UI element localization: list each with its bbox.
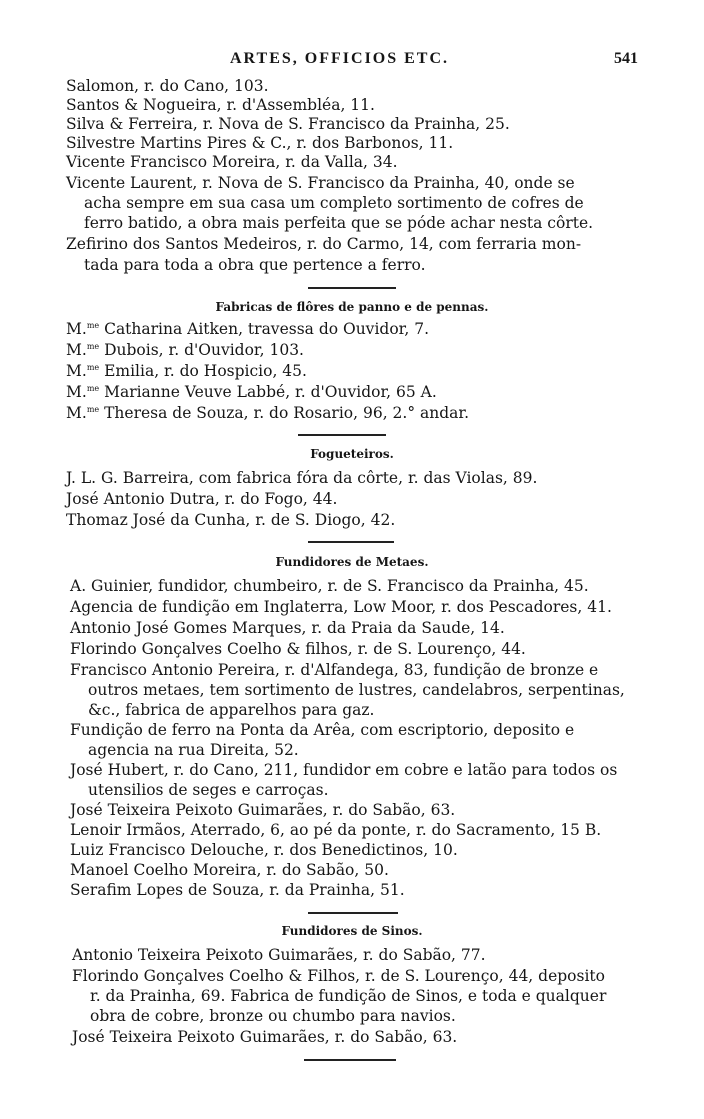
directory-entry-continuation: obra de cobre, bronze ou chumbo para navios.: [90, 1007, 456, 1025]
directory-entry: M.$^{me}$ Dubois, r. d'Ouvidor, 103.: [66, 341, 304, 359]
header-title: ARTES, OFFICIOS ETC.: [230, 50, 450, 67]
directory-entry: Luiz Francisco Delouche, r. dos Benedictinos, 10.: [70, 841, 458, 859]
directory-entry: Francisco Antonio Pereira, r. d'Alfandega, 83, fundição de bronze e: [70, 661, 599, 679]
directory-entry-continuation: ferro batido, a obra mais perfeita que se póde achar nesta côrte.: [84, 214, 594, 232]
directory-entry-continuation: outros metaes, tem sortimento de lustres, candelabros, serpentinas,: [88, 681, 625, 699]
directory-entry: José Antonio Dutra, r. do Fogo, 44.: [66, 490, 338, 508]
directory-entry: Thomaz José da Cunha, r. de S. Diogo, 42.: [66, 511, 396, 529]
title-abbreviation: M.$^{me}$: [66, 341, 100, 359]
directory-entry-continuation: utensilios de seges e carroças.: [88, 781, 329, 799]
directory-entry: Antonio Teixeira Peixoto Guimarães, r. do Sabão, 77.: [72, 946, 486, 964]
section-heading: Fabricas de flôres de panno e de pennas.: [215, 300, 489, 314]
directory-entry: Antonio José Gomes Marques, r. da Praia da Saude, 14.: [70, 619, 505, 637]
directory-entry: Silva & Ferreira, r. Nova de S. Francisco da Prainha, 25.: [66, 115, 510, 133]
directory-entry: Silvestre Martins Pires & C., r. dos Barbonos, 11.: [66, 134, 454, 152]
directory-entry: M.$^{me}$ Theresa de Souza, r. do Rosario, 96, 2.° andar.: [66, 404, 470, 422]
title-abbreviation: M.$^{me}$: [66, 362, 100, 380]
directory-entry: M.$^{me}$ Catharina Aitken, travessa do Ouvidor, 7.: [66, 320, 430, 338]
section-divider: [308, 912, 398, 914]
directory-entry: Agencia de fundição em Inglaterra, Low Moor, r. dos Pescadores, 41.: [70, 598, 612, 616]
title-abbreviation: M.$^{me}$: [66, 383, 100, 401]
section-divider: [298, 434, 386, 436]
section-divider: [308, 541, 394, 543]
title-abbreviation: M.$^{me}$: [66, 320, 100, 338]
directory-entry: M.$^{me}$ Marianne Veuve Labbé, r. d'Ouvidor, 65 A.: [66, 383, 437, 401]
section-divider: [308, 287, 396, 289]
directory-entry-continuation: &c., fabrica de apparelhos para gaz.: [88, 701, 375, 719]
directory-entry: Vicente Francisco Moreira, r. da Valla, 34.: [66, 153, 398, 171]
section-heading: Fundidores de Metaes.: [275, 555, 429, 569]
directory-entry: Serafim Lopes de Souza, r. da Prainha, 51.: [70, 881, 405, 899]
directory-entry: Vicente Laurent, r. Nova de S. Francisco da Prainha, 40, onde se: [66, 174, 575, 192]
directory-entry: J. L. G. Barreira, com fabrica fóra da côrte, r. das Violas, 89.: [66, 469, 538, 487]
directory-entry: Florindo Gonçalves Coelho & Filhos, r. de S. Lourenço, 44, deposito: [72, 967, 605, 985]
running-header: [0, 48, 704, 72]
page-number: 541: [614, 50, 638, 67]
directory-entry-continuation: tada para toda a obra que pertence a ferro.: [84, 256, 426, 274]
directory-entry: A. Guinier, fundidor, chumbeiro, r. de S. Francisco da Prainha, 45.: [70, 577, 589, 595]
directory-entry: M.$^{me}$ Emilia, r. do Hospicio, 45.: [66, 362, 307, 380]
directory-entry: José Hubert, r. do Cano, 211, fundidor em cobre e latão para todos os: [70, 761, 618, 779]
directory-entry: Manoel Coelho Moreira, r. do Sabão, 50.: [70, 861, 389, 879]
directory-entry: Salomon, r. do Cano, 103.: [66, 77, 269, 95]
directory-entry: Lenoir Irmãos, Aterrado, 6, ao pé da ponte, r. do Sacramento, 15 B.: [70, 821, 602, 839]
directory-entry: José Teixeira Peixoto Guimarães, r. do Sabão, 63.: [72, 1028, 458, 1046]
directory-entry-continuation: r. da Prainha, 69. Fabrica de fundição de Sinos, e toda e qualquer: [90, 987, 607, 1005]
directory-entry-continuation: acha sempre em sua casa um completo sortimento de cofres de: [84, 194, 584, 212]
section-heading: Fundidores de Sinos.: [281, 924, 423, 938]
directory-entry: José Teixeira Peixoto Guimarães, r. do Sabão, 63.: [70, 801, 456, 819]
title-abbreviation: M.$^{me}$: [66, 404, 100, 422]
directory-entry: Florindo Gonçalves Coelho & filhos, r. de S. Lourenço, 44.: [70, 640, 526, 658]
directory-entry: Santos & Nogueira, r. d'Assembléa, 11.: [66, 96, 375, 114]
directory-entry: Zefirino dos Santos Medeiros, r. do Carmo, 14, com ferraria mon-: [66, 235, 582, 253]
section-heading: Fogueteiros.: [310, 447, 394, 461]
directory-entry: Fundição de ferro na Ponta da Arêa, com escriptorio, deposito e: [70, 721, 575, 739]
directory-entry-continuation: agencia na rua Direita, 52.: [88, 741, 299, 759]
section-divider: [304, 1059, 396, 1061]
